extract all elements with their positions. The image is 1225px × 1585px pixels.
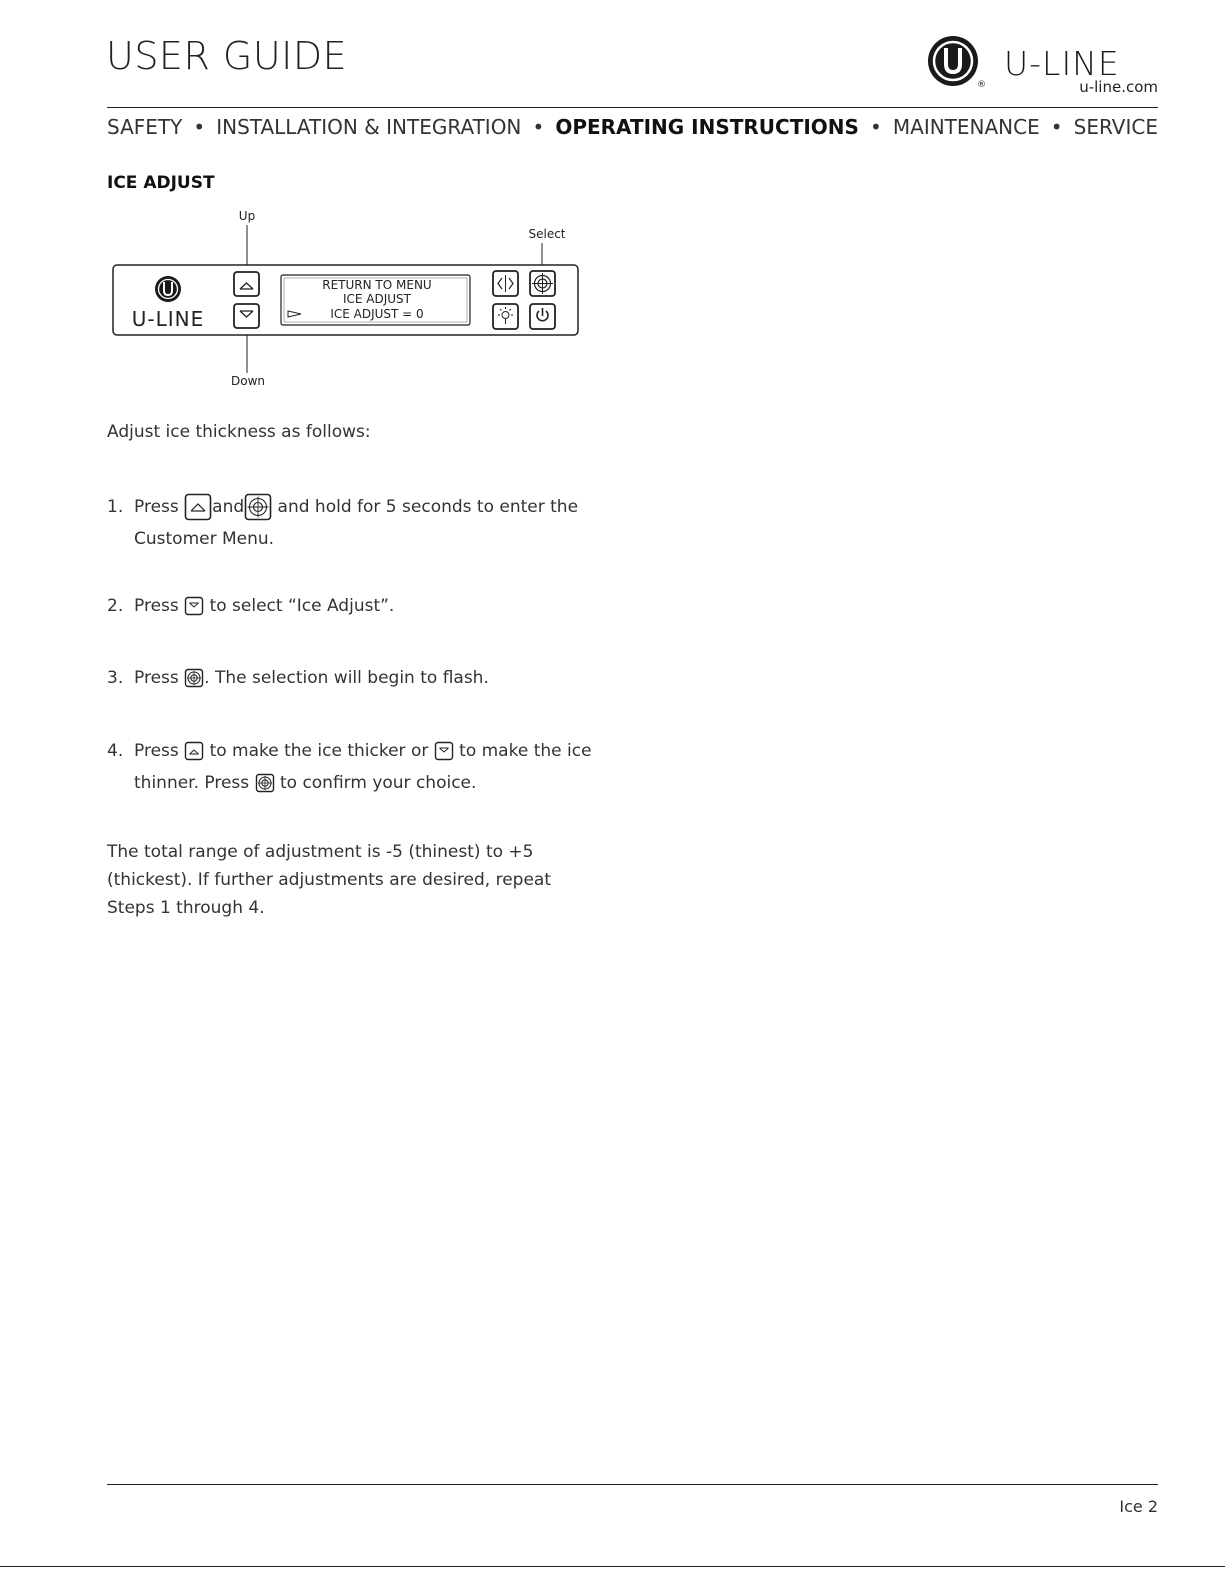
step-2 [107, 590, 394, 622]
select-button[interactable] [530, 271, 555, 296]
nav-item-maintenance: MAINTENANCE [892, 115, 1040, 139]
control-panel-diagram [105, 205, 595, 395]
section-nav [107, 115, 1158, 139]
display-line-1: RETURN TO MENU [322, 278, 432, 292]
nav-separator: • [1050, 115, 1063, 139]
brand-name: U-LINE [1004, 44, 1120, 83]
step-1 [107, 491, 578, 555]
step-4 [107, 735, 592, 799]
step-press: Press [134, 741, 179, 761]
step-text-continued: thinner. Press [134, 773, 250, 793]
step-3 [107, 662, 489, 694]
document-title: USER GUIDE [106, 34, 348, 78]
display-line-3: ICE ADJUST = 0 [330, 307, 424, 321]
step-number: 3. [107, 668, 124, 688]
footer-divider [107, 1484, 1158, 1485]
brand-url: u-line.com [1079, 78, 1158, 96]
registered-mark: ® [977, 80, 986, 90]
nav-item-operating-instructions: OPERATING INSTRUCTIONS [555, 115, 859, 139]
nav-item-service: SERVICE [1073, 115, 1158, 139]
up-button-icon [184, 493, 212, 521]
step-press: Press [134, 668, 179, 688]
down-button-icon [184, 596, 204, 616]
label-up: Up [238, 209, 256, 223]
nav-separator: • [532, 115, 545, 139]
nav-separator: • [193, 115, 206, 139]
step-text-continued: to confirm your choice. [279, 773, 477, 793]
nav-separator: • [870, 115, 882, 139]
nav-item-installation: INSTALLATION & INTEGRATION [216, 115, 522, 139]
step-text: . The selection will begin to flash. [204, 668, 489, 688]
up-button-icon [184, 741, 204, 761]
select-button-icon [244, 493, 272, 521]
page-number: Ice 2 [1119, 1497, 1158, 1516]
step-text: and hold for 5 seconds to enter the [277, 497, 579, 517]
select-button-icon [255, 773, 275, 793]
step-and: and [212, 497, 245, 517]
step-text-continued: Customer Menu. [134, 529, 275, 549]
step-press: Press [134, 497, 179, 517]
panel-brand: U-LINE [131, 307, 205, 331]
label-select: Select [528, 227, 566, 241]
light-button[interactable] [493, 304, 518, 329]
section-title: ICE ADJUST [107, 173, 215, 193]
closing-paragraph [107, 838, 551, 922]
closing-line: Steps 1 through 4. [107, 898, 265, 918]
down-button[interactable] [234, 304, 259, 328]
step-number: 1. [107, 497, 124, 517]
closing-line: The total range of adjustment is -5 (thinest) to +5 [107, 842, 534, 862]
up-button[interactable] [234, 272, 259, 296]
closing-line: (thickest). If further adjustments are desired, repeat [107, 870, 552, 890]
label-down: Down [230, 374, 266, 388]
select-button-icon [184, 668, 204, 688]
step-number: 2. [107, 596, 124, 616]
step-press: Press [134, 596, 179, 616]
intro-text: Adjust ice thickness as follows: [107, 422, 371, 442]
display-line-2: ICE ADJUST [342, 292, 412, 306]
nav-item-safety: SAFETY [107, 115, 183, 139]
header-divider [107, 107, 1158, 108]
power-button[interactable] [530, 304, 555, 329]
step-text: to select “Ice Adjust”. [209, 596, 395, 616]
step-number: 4. [107, 741, 124, 761]
page-bottom-border [0, 1566, 1225, 1567]
door-toggle-button[interactable] [493, 271, 518, 296]
down-button-icon [434, 741, 454, 761]
step-text: to make the ice [459, 741, 592, 761]
step-text: to make the ice thicker or [209, 741, 429, 761]
panel-logo-icon [155, 276, 181, 302]
